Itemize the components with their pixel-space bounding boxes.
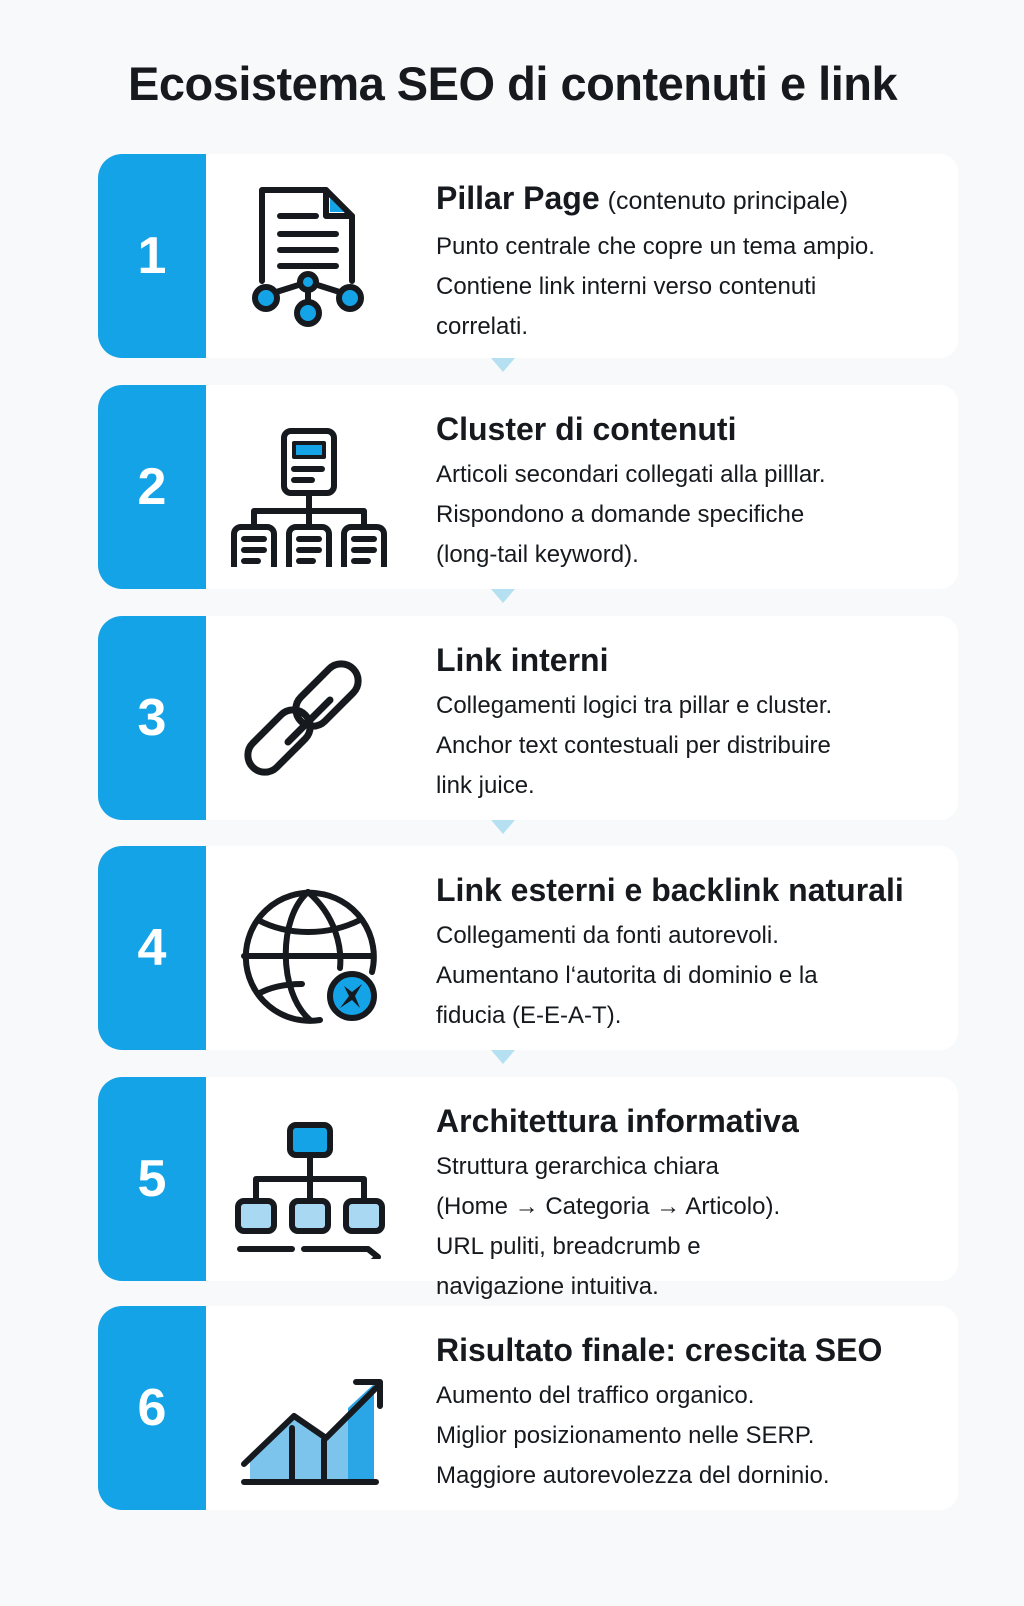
description-line: Anchor text contestuali per distribuire (436, 732, 831, 759)
description-line: fiducia (E-E-A-T). (436, 1002, 622, 1029)
step-heading: Risultato finale: crescita SEO (436, 1332, 883, 1368)
description-line: (Home → Categoria → Articolo). (436, 1193, 781, 1220)
description-line: Punto centrale che copre un tema ampio. (436, 233, 875, 260)
description-line: Contiene link interni verso contenuti (436, 273, 817, 300)
description-line: (long-tail keyword). (436, 541, 639, 568)
step-heading: Pillar Page (contenuto principale) (436, 180, 849, 216)
step-number-badge: 3 (98, 616, 206, 820)
step-5 (98, 1077, 960, 1300)
step-heading: Cluster di contenuti (436, 411, 737, 447)
chain-link-icon (228, 638, 388, 798)
step-subheading: (contenuto principale) (607, 187, 849, 215)
step-number-badge: 6 (98, 1306, 206, 1510)
step-4 (98, 846, 960, 1050)
description-line: Aumento del traffico organico. (436, 1382, 755, 1409)
step-heading: Link interni (436, 642, 609, 678)
step-heading: Architettura informativa (436, 1103, 799, 1139)
step-description (436, 686, 956, 806)
step-number-badge: 5 (98, 1077, 206, 1281)
sitemap-documents-icon (228, 407, 388, 567)
description-line: URL puliti, breadcrumb e (436, 1233, 701, 1260)
step-1 (98, 154, 960, 358)
description-line: Collegamenti da fonti autorevoli. (436, 922, 779, 949)
step-6 (98, 1306, 960, 1510)
description-line: Maggiore autorevolezza del dorninio. (436, 1462, 830, 1489)
step-heading: Link esterni e backlink naturali (436, 872, 904, 908)
step-number-badge: 4 (98, 846, 206, 1050)
connector-arrow-icon (491, 358, 515, 372)
hierarchy-icon (228, 1099, 388, 1259)
globe-link-icon (228, 868, 388, 1028)
step-number-badge: 1 (98, 154, 206, 358)
step-3 (98, 616, 960, 820)
description-line: Aumentano l‘autorita di dominio e la (436, 962, 818, 989)
description-line: Miglior posizionamento nelle SERP. (436, 1422, 815, 1449)
description-line: Collegamenti logici tra pillar e cluster. (436, 692, 833, 719)
step-description (436, 227, 956, 347)
step-description (436, 455, 956, 575)
connector-arrow-icon (491, 589, 515, 603)
step-number-badge: 2 (98, 385, 206, 589)
page-title: Ecosistema SEO di contenuti e link (128, 57, 898, 110)
description-line: Rispondono a domande specifiche (436, 501, 805, 528)
step-description (436, 1376, 956, 1496)
description-line: Struttura gerarchica chiara (436, 1153, 719, 1180)
growth-chart-icon (228, 1328, 388, 1488)
step-description (436, 916, 956, 1036)
connector-arrow-icon (491, 820, 515, 834)
connector-arrow-icon (491, 1050, 515, 1064)
step-2 (98, 385, 960, 589)
description-line: Articoli secondari collegati alla pilllar. (436, 461, 826, 488)
description-line: correlati. (436, 313, 529, 340)
step-description (436, 1147, 956, 1307)
description-line: link juice. (436, 772, 535, 799)
description-line: navigazione intuitiva. (436, 1273, 659, 1300)
document-network-icon (228, 176, 388, 336)
